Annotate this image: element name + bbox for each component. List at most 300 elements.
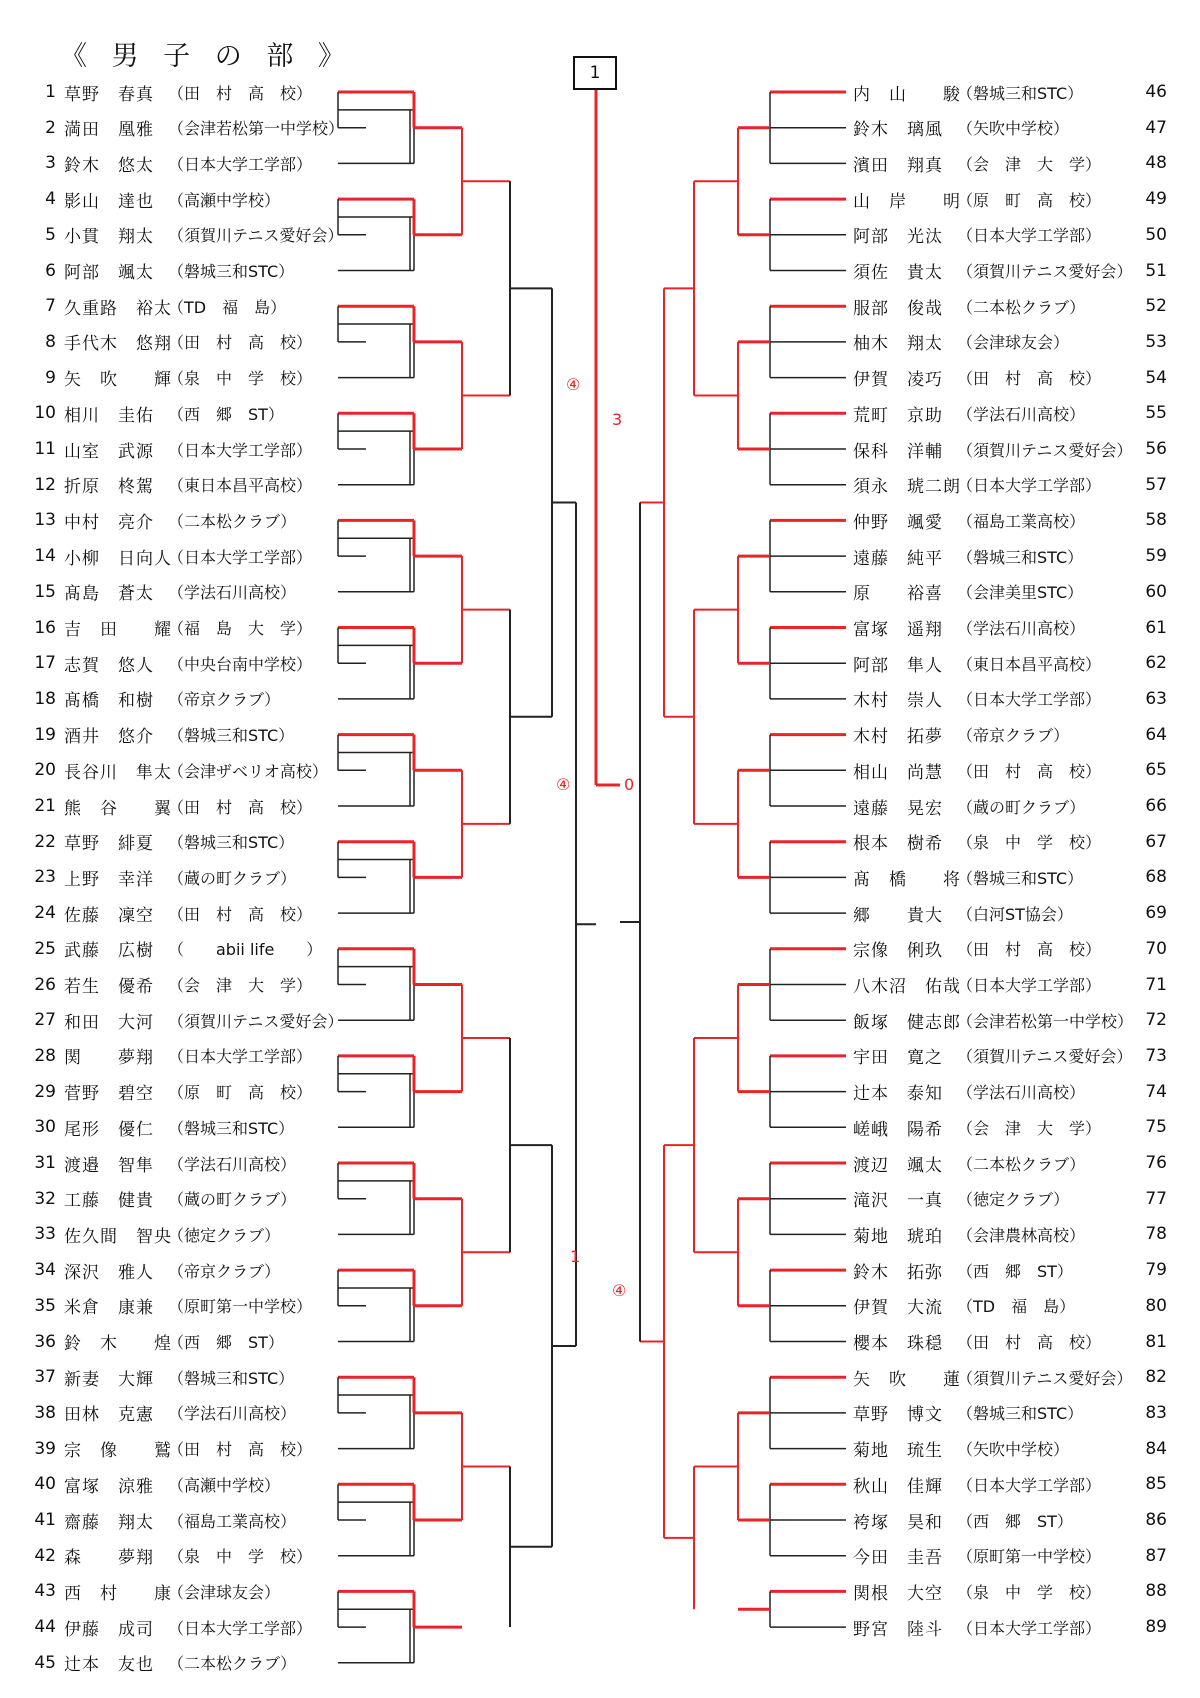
player-name: 仲野 颯愛 [853,512,943,533]
player-name: 草野 春真 [64,84,154,105]
player-club: （原 町 高 校） [957,190,1102,210]
player-club: （学法石川高校） [957,404,1086,424]
seed-number: 26 [34,974,56,995]
player-club: （TD 福 島） [957,1297,1076,1317]
player-row [30,684,340,714]
player-row [853,505,1167,535]
player-club: （泉 中 学 校） [168,369,313,389]
player-name: 富塚 遥翔 [853,620,943,640]
player-row [30,827,340,857]
player-club: （日本大学工学部） [957,1618,1102,1638]
player-name: 折原 柊駕 [64,477,154,498]
player-club: （学法石川高校） [957,1083,1086,1103]
player-row [30,541,340,571]
seed-number: 86 [1145,1510,1167,1530]
seed-number: 62 [1145,653,1167,674]
player-club: （会 津 大 学） [168,976,313,995]
player-row [853,220,1167,250]
player-row [30,1184,340,1214]
player-name: 伊藤 成司 [64,1619,154,1640]
player-name: 阿部 光汰 [853,227,943,248]
player-name: 八木沼 佑哉 [853,977,961,997]
seed-number: 2 [45,117,56,138]
player-name: 手代木 悠翔 [64,334,172,355]
player-club: （原町第一中学校） [957,1547,1102,1567]
player-name: 原 裕喜 [853,584,943,605]
player-name: 和田 大河 [64,1012,154,1033]
player-row [853,684,1167,714]
player-name: 関根 大空 [853,1583,943,1604]
seed-number: 46 [1145,82,1167,102]
player-club: （田 村 高 校） [957,940,1102,960]
seed-number: 84 [1145,1438,1167,1459]
player-name: 鈴 木 煌 [64,1334,172,1354]
player-row [30,1469,340,1499]
seed-number: 63 [1145,688,1167,709]
player-club: （高瀬中学校） [168,190,281,210]
player-name: 濱田 翔真 [853,155,943,176]
player-club: （磐城三和STC） [957,547,1084,567]
player-club: （田 村 高 校） [957,369,1102,389]
player-name: 熊 谷 翼 [64,798,172,819]
player-name: 根本 樹希 [853,834,943,855]
seed-number: 82 [1145,1367,1167,1388]
player-row [853,1041,1167,1071]
player-club: （日本大学工学部） [957,226,1102,246]
player-club: （会津若松第一中学校） [168,119,345,139]
player-name: 遠藤 純平 [853,548,943,569]
seed-number: 12 [34,474,56,495]
player-row [30,970,340,1000]
player-club: （高瀬中学校） [168,1475,281,1495]
seed-number: 79 [1145,1260,1167,1281]
player-name: 郷 貴大 [853,905,943,926]
player-club: （磐城三和STC） [168,726,295,746]
player-club: （会津球友会） [168,1582,281,1602]
player-row [30,1041,340,1071]
player-club: （学法石川高校） [168,1154,297,1174]
seed-number: 24 [34,903,56,924]
player-row [853,398,1167,428]
final-score-right: 0 [624,775,635,794]
player-club: （会 津 大 学） [957,154,1102,174]
player-club: （福島工業高校） [168,1511,297,1531]
player-name: 飯塚 健志郎 [853,1012,961,1033]
player-club: （帝京クラブ） [957,726,1070,746]
player-club: （学法石川高校） [957,619,1086,638]
player-row [30,256,340,286]
player-row [853,291,1167,321]
player-name: 米倉 康兼 [64,1298,154,1319]
player-name: 櫻本 珠穏 [853,1334,943,1354]
player-row [853,648,1167,678]
player-row [30,1005,344,1035]
seed-number: 40 [34,1474,56,1495]
player-name: 吉 田 耀 [64,620,172,640]
player-row [30,1398,340,1428]
player-club: （会津ザベリオ高校） [168,761,328,781]
player-name: 今田 圭吾 [853,1548,943,1569]
player-club: （蔵の町クラブ） [957,797,1086,817]
player-name: 山 岸 明 [853,191,961,212]
player-name: 阿部 颯太 [64,263,154,283]
seed-number: 59 [1145,546,1167,567]
player-name: 鈴木 璃風 [853,120,943,141]
seed-number: 19 [34,724,56,745]
player-club: （帝京クラブ） [168,1261,281,1281]
player-name: 中村 亮介 [64,512,154,533]
seed-number: 41 [34,1510,56,1530]
seed-number: 44 [34,1617,56,1638]
player-row [30,1077,340,1107]
player-name: 荒町 京助 [853,405,943,426]
seed-number: 55 [1145,403,1167,424]
player-club: （福島工業高校） [957,511,1086,531]
player-row [30,1576,340,1606]
player-club: （日本大学工学部） [168,154,313,174]
seed-number: 87 [1145,1545,1167,1566]
player-row [30,1327,340,1357]
player-name: 富塚 涼雅 [64,1476,154,1497]
player-row [853,77,1167,107]
seed-number: 71 [1145,974,1167,995]
player-name: 佐久間 智央 [64,1226,172,1247]
player-name: 森 夢翔 [64,1548,154,1569]
seed-number: 33 [34,1224,56,1245]
player-club: （学法石川高校） [168,583,297,603]
seed-number: 60 [1145,581,1167,602]
seed-number: 7 [45,296,56,317]
player-name: 須佐 貴太 [853,263,943,283]
player-row [853,1362,1167,1392]
player-club: （二本松クラブ） [168,1654,297,1674]
player-club: （田 村 高 校） [168,904,313,924]
player-club: （田 村 高 校） [168,797,313,817]
player-name: 髙 橋 将 [853,869,961,890]
player-row [853,470,1167,500]
seed-number: 3 [45,153,56,174]
seed-number: 42 [34,1545,56,1566]
seed-number: 88 [1145,1581,1167,1602]
player-name: 上野 幸洋 [64,869,154,890]
player-name: 宇田 寛之 [853,1048,943,1069]
player-row [853,1434,1167,1464]
player-club: （須賀川テニス愛好会） [957,262,1133,281]
player-club: （原町第一中学校） [168,1297,313,1317]
player-row [30,1505,340,1535]
seed-number: 8 [45,331,56,352]
player-row [30,327,340,357]
player-club: （会津農林高校） [957,1225,1086,1245]
player-club: （田 村 高 校） [168,1440,313,1460]
player-club: （田 村 高 校） [957,761,1102,781]
seed-number: 51 [1145,260,1167,281]
player-row [853,1612,1167,1642]
seed-number: 83 [1145,1402,1167,1423]
player-name: 尾形 優仁 [64,1119,154,1140]
champion-label: 1 [589,63,601,83]
player-row [853,898,1167,928]
player-club: （磐城三和STC） [168,833,295,853]
player-name: 服部 俊哉 [853,298,943,319]
seed-number: 25 [34,938,56,959]
semi-score-left-upper: ④ [566,375,581,394]
seed-number: 65 [1145,760,1167,781]
player-name: 矢 吹 蓮 [853,1369,961,1390]
player-row [853,1469,1167,1499]
seed-number: 56 [1145,439,1167,459]
seed-number: 20 [34,760,56,781]
player-name: 相川 圭佑 [64,405,154,426]
player-row [853,363,1167,393]
seed-number: 35 [34,1295,56,1316]
seed-number: 15 [34,581,56,602]
player-club: （白河ST協会） [957,904,1073,924]
seed-number: 9 [45,367,56,388]
player-row [853,113,1167,143]
player-row [30,613,340,643]
seed-number: 68 [1145,867,1167,888]
seed-number: 67 [1145,831,1167,852]
player-row [30,1112,340,1142]
player-row [853,184,1167,214]
player-name: 阿部 隼人 [853,655,943,676]
player-name: 関 夢翔 [64,1048,154,1069]
player-row [30,1362,340,1392]
player-club: （田 村 高 校） [168,333,313,353]
seed-number: 37 [34,1367,56,1388]
player-row [30,1434,340,1464]
player-name: 満田 凰雅 [64,120,154,141]
player-club: （中央台南中学校） [168,654,313,674]
player-name: 山室 武源 [64,441,154,462]
player-name: 菊地 琥珀 [853,1226,943,1247]
seed-number: 21 [34,796,56,816]
player-club: （日本大学工学部） [957,476,1102,496]
player-row [30,113,345,143]
player-name: 影山 達也 [64,191,154,212]
player-name: 柚木 翔太 [853,334,943,355]
player-club: （原 町 高 校） [168,1083,313,1103]
player-name: 袴塚 昊和 [853,1512,943,1533]
player-name: 渡邉 智隼 [64,1155,154,1176]
player-name: 髙橋 和樹 [64,691,154,712]
seed-number: 50 [1145,224,1167,245]
seed-number: 39 [34,1438,56,1459]
seed-number: 72 [1145,1010,1167,1031]
seed-number: 13 [34,510,56,531]
player-row [30,470,340,500]
player-row [30,898,340,928]
seed-number: 10 [34,403,56,424]
player-row [853,720,1167,750]
seed-number: 78 [1145,1224,1167,1245]
seed-number: 58 [1145,510,1167,531]
player-row [30,1541,340,1571]
seed-number: 49 [1145,189,1167,210]
player-club: （田 村 高 校） [957,1333,1102,1352]
player-row [853,327,1167,357]
seed-number: 30 [34,1117,56,1138]
seed-number: 47 [1145,117,1167,138]
player-club: （磐城三和STC） [168,1118,295,1138]
player-name: 草野 緋夏 [64,834,154,855]
seed-number: 52 [1145,296,1167,317]
player-row [853,1184,1167,1214]
player-row [30,577,340,607]
player-name: 辻本 友也 [64,1655,154,1676]
player-name: 滝沢 一真 [853,1191,943,1212]
seed-number: 45 [34,1652,56,1673]
player-club: （須賀川テニス愛好会） [168,226,344,246]
player-club: （会 津 大 学） [957,1118,1102,1138]
player-club: （須賀川テニス愛好会） [957,1047,1133,1067]
player-row [853,862,1167,892]
player-club: （矢吹中学校） [957,1440,1070,1460]
player-row [853,1255,1167,1285]
player-club: （東日本昌平高校） [957,654,1102,674]
seed-number: 6 [45,260,56,281]
seed-number: 64 [1145,724,1167,745]
seed-number: 57 [1145,474,1167,495]
player-name: 工藤 健貴 [64,1191,154,1212]
player-club: （磐城三和STC） [957,1404,1084,1424]
player-club: （日本大学工学部） [168,1047,313,1067]
player-row [853,791,1167,821]
player-name: 秋山 佳輝 [853,1476,943,1497]
player-row [853,1541,1167,1571]
seed-number: 18 [34,688,56,709]
player-club: （会津球友会） [957,333,1070,353]
player-row [30,77,340,107]
seed-number: 23 [34,867,56,888]
seed-number: 80 [1145,1295,1167,1316]
player-club: （西 郷 ST） [957,1511,1073,1531]
seed-number: 38 [34,1402,56,1423]
player-name: 小柳 日向人 [64,548,172,569]
player-club: （日本大学工学部） [957,976,1102,995]
player-row [853,541,1167,571]
seed-number: 75 [1145,1117,1167,1138]
player-name: 小貫 翔太 [64,227,154,248]
seed-number: 31 [34,1153,56,1173]
player-club: （ abii life ） [168,940,323,960]
player-row [30,184,340,214]
player-row [853,934,1167,964]
player-row [30,398,340,428]
player-name: 菅野 碧空 [64,1084,154,1105]
seed-number: 27 [34,1010,56,1031]
player-row [853,1398,1167,1428]
player-row [853,827,1167,857]
semi-score-left-lower: 1 [570,1247,581,1266]
player-name: 伊賀 凌巧 [853,370,943,391]
player-name: 田林 克憲 [64,1405,154,1426]
player-name: 須永 琥二朗 [853,477,961,498]
seed-number: 14 [34,546,56,567]
player-name: 新妻 大輝 [64,1369,154,1390]
player-row [853,613,1167,643]
player-club: （学法石川高校） [168,1404,297,1424]
player-row [30,505,340,535]
player-name: 宗 像 鷲 [64,1441,172,1462]
player-row [853,1219,1167,1249]
player-name: 草野 博文 [853,1405,943,1426]
player-club: （磐城三和STC） [168,262,295,281]
player-row [853,1505,1167,1535]
player-row [30,862,340,892]
player-club: （日本大学工学部） [957,1475,1102,1495]
player-name: 相山 尚慧 [853,762,943,783]
seed-number: 74 [1145,1081,1167,1102]
player-club: （日本大学工学部） [168,1618,313,1638]
seed-number: 1 [45,82,56,102]
player-club: （徳定クラブ） [168,1225,281,1245]
player-row [30,220,344,250]
player-club: （西 郷 ST） [168,1333,284,1352]
player-club: （泉 中 学 校） [957,833,1102,853]
player-row [30,148,340,178]
player-name: 鈴木 悠太 [64,155,154,176]
seed-number: 66 [1145,796,1167,816]
player-name: 宗像 俐玖 [853,941,943,962]
player-row [853,1148,1167,1178]
player-club: （二本松クラブ） [168,511,297,531]
player-row [853,1291,1167,1321]
player-row [30,755,340,785]
player-club: （磐城三和STC） [957,83,1084,103]
seed-number: 16 [34,617,56,638]
player-name: 遠藤 晃宏 [853,798,943,819]
final-score-left: ④ [556,775,571,794]
player-row [30,791,340,821]
player-name: 酒井 悠介 [64,727,154,748]
player-name: 佐藤 凜空 [64,905,154,926]
player-row [853,1077,1167,1107]
player-name: 西 村 康 [64,1583,172,1604]
seed-number: 77 [1145,1188,1167,1209]
player-club: （泉 中 学 校） [957,1582,1102,1602]
player-row [30,1291,340,1321]
semi-score-right-lower: ④ [612,1281,627,1300]
player-row [30,648,340,678]
player-club: （TD 福 島） [168,297,287,317]
player-club: （蔵の町クラブ） [168,868,297,888]
seed-number: 53 [1145,331,1167,352]
player-name: 保科 洋輔 [853,441,943,462]
seed-number: 76 [1145,1153,1167,1173]
player-row [30,291,340,321]
seed-number: 34 [34,1260,56,1281]
player-club: （須賀川テニス愛好会） [957,440,1133,460]
player-row [853,755,1167,785]
seed-number: 89 [1145,1617,1167,1638]
player-row [30,1148,340,1178]
seed-number: 54 [1145,367,1167,388]
player-club: （二本松クラブ） [957,1154,1086,1174]
player-name: 鈴木 拓弥 [853,1262,943,1283]
player-club: （会津若松第一中学校） [957,1011,1134,1031]
player-club: （磐城三和STC） [957,868,1084,888]
player-row [853,1112,1167,1142]
player-club: （日本大学工学部） [168,547,313,567]
seed-number: 17 [34,653,56,674]
player-name: 野宮 陸斗 [853,1619,943,1640]
player-club: （日本大学工学部） [168,440,313,460]
player-row [853,577,1167,607]
player-name: 木村 崇人 [853,691,943,712]
seed-number: 61 [1145,617,1167,638]
